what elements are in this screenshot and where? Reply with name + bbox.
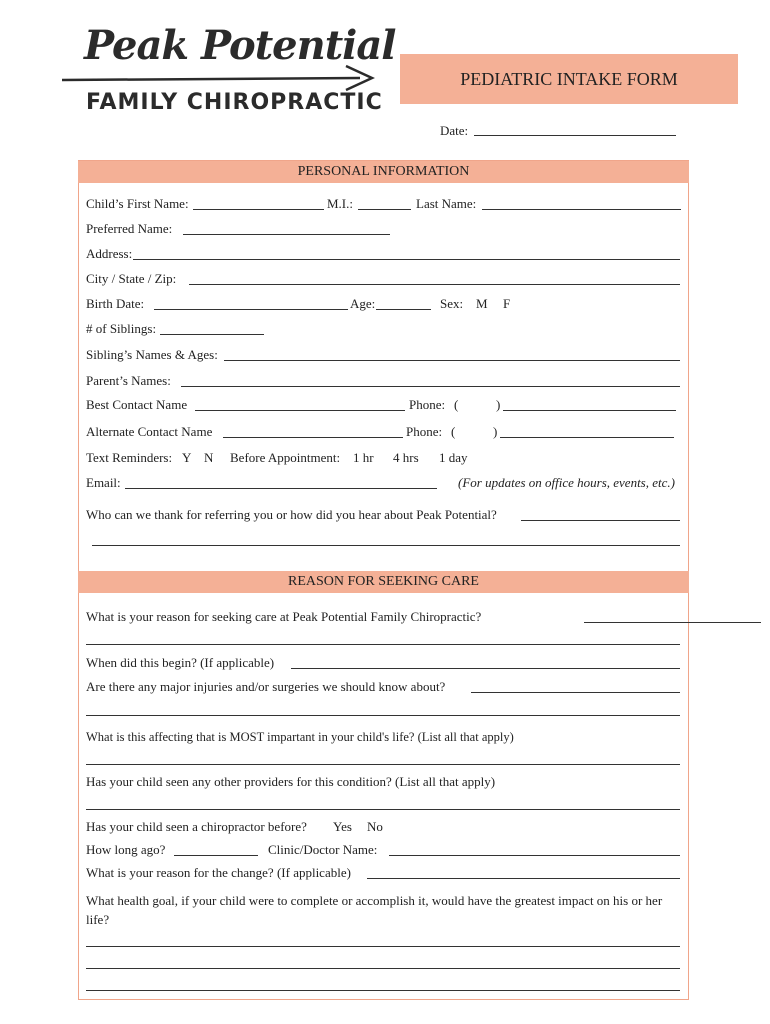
- clinic-field[interactable]: [389, 855, 680, 856]
- logo-arrow-icon: [60, 62, 380, 92]
- best-phone-field[interactable]: [503, 410, 676, 411]
- alt-phone-paren-open: (: [451, 424, 456, 439]
- injuries-field-line2[interactable]: [86, 715, 680, 716]
- preferred-name-field[interactable]: [183, 234, 390, 235]
- before-appointment-label: Before Appointment:: [230, 450, 341, 465]
- parents-label: Parent’s Names:: [86, 373, 171, 388]
- goal-field-line1[interactable]: [86, 946, 680, 947]
- option-1hr[interactable]: 1 hr: [353, 450, 374, 465]
- option-4hrs[interactable]: 4 hrs: [393, 450, 419, 465]
- text-reminders-label: Text Reminders:: [86, 450, 173, 465]
- birth-date-field[interactable]: [154, 309, 348, 310]
- goal-field-line3[interactable]: [86, 990, 680, 991]
- change-question: What is your reason for the change? (If applicable): [86, 865, 351, 880]
- siblings-field[interactable]: [160, 334, 264, 335]
- reason-field-line2[interactable]: [86, 644, 680, 645]
- logo-subtitle: FAMILY CHIROPRACTIC: [86, 90, 383, 115]
- logo-text: Peak Potential: [84, 22, 396, 69]
- preferred-name-label: Preferred Name:: [86, 221, 173, 236]
- sibling-names-label: Sibling’s Names & Ages:: [86, 347, 218, 362]
- email-field[interactable]: [125, 488, 437, 489]
- best-phone-paren-close: ): [496, 397, 501, 412]
- age-label: Age:: [350, 296, 376, 311]
- address-label: Address:: [86, 246, 133, 261]
- text-reminders-yes[interactable]: Y: [182, 450, 192, 465]
- option-1day[interactable]: 1 day: [439, 450, 468, 465]
- email-label: Email:: [86, 475, 121, 490]
- sex-f-option[interactable]: F: [503, 296, 511, 311]
- chiropractor-no[interactable]: No: [367, 819, 383, 834]
- reason-question: What is your reason for seeking care at Peak Potential Family Chiropractic?: [86, 609, 482, 624]
- injuries-field[interactable]: [471, 692, 680, 693]
- sex-m-option[interactable]: M: [476, 296, 488, 311]
- best-phone-label: Phone:: [409, 397, 446, 412]
- birth-date-label: Birth Date:: [86, 296, 145, 311]
- alt-phone-paren-close: ): [493, 424, 498, 439]
- affecting-field[interactable]: [86, 764, 680, 765]
- alt-phone-label: Phone:: [406, 424, 443, 439]
- goal-field-line2[interactable]: [86, 968, 680, 969]
- injuries-question: Are there any major injuries and/or surgeries we should know about?: [86, 679, 446, 694]
- best-contact-field[interactable]: [195, 410, 405, 411]
- how-long-label: How long ago?: [86, 842, 166, 857]
- form-title: PEDIATRIC INTAKE FORM: [400, 54, 738, 104]
- affecting-question: What is this affecting that is MOST impartant in your child's life? (List all that apply): [86, 730, 514, 744]
- first-name-label: Child’s First Name:: [86, 196, 189, 211]
- best-phone-paren-open: (: [454, 397, 459, 412]
- best-contact-label: Best Contact Name: [86, 397, 188, 412]
- first-name-field[interactable]: [193, 209, 324, 210]
- chiropractor-question: Has your child seen a chiropractor before?: [86, 819, 307, 834]
- how-long-field[interactable]: [174, 855, 258, 856]
- email-note: (For updates on office hours, events, etc.): [458, 475, 675, 490]
- date-field[interactable]: [474, 135, 676, 136]
- city-label: City / State / Zip:: [86, 271, 177, 286]
- goal-question: What health goal, if your child were to complete or accomplish it, would have the greatest impact on his or her life?: [86, 893, 663, 927]
- city-field[interactable]: [189, 284, 680, 285]
- date-label: Date:: [440, 123, 469, 138]
- last-name-field[interactable]: [482, 209, 681, 210]
- reason-field[interactable]: [584, 622, 761, 623]
- providers-question: Has your child seen any other providers for this condition? (List all that apply): [86, 774, 496, 789]
- clinic-label: Clinic/Doctor Name:: [268, 842, 378, 857]
- text-reminders-no[interactable]: N: [204, 450, 214, 465]
- alt-contact-label: Alternate Contact Name: [86, 424, 213, 439]
- section-reason-header: REASON FOR SEEKING CARE: [78, 571, 689, 593]
- change-field[interactable]: [367, 878, 680, 879]
- when-field[interactable]: [291, 668, 680, 669]
- chiropractor-yes[interactable]: Yes: [333, 819, 352, 834]
- providers-field[interactable]: [86, 809, 680, 810]
- address-field[interactable]: [133, 259, 680, 260]
- section-personal-header: PERSONAL INFORMATION: [78, 161, 689, 183]
- mi-label: M.I.:: [327, 196, 353, 211]
- mi-field[interactable]: [358, 209, 411, 210]
- when-question: When did this begin? (If applicable): [86, 655, 275, 670]
- alt-contact-field[interactable]: [223, 437, 403, 438]
- referral-label: Who can we thank for referring you or how did you hear about Peak Potential?: [86, 507, 497, 522]
- alt-phone-field[interactable]: [500, 437, 674, 438]
- last-name-label: Last Name:: [416, 196, 477, 211]
- siblings-label: # of Siblings:: [86, 321, 157, 336]
- referral-field-line2[interactable]: [92, 545, 680, 546]
- sex-label: Sex:: [440, 296, 464, 311]
- referral-field[interactable]: [521, 520, 680, 521]
- age-field[interactable]: [376, 309, 431, 310]
- parents-field[interactable]: [181, 386, 680, 387]
- sibling-names-field[interactable]: [224, 360, 680, 361]
